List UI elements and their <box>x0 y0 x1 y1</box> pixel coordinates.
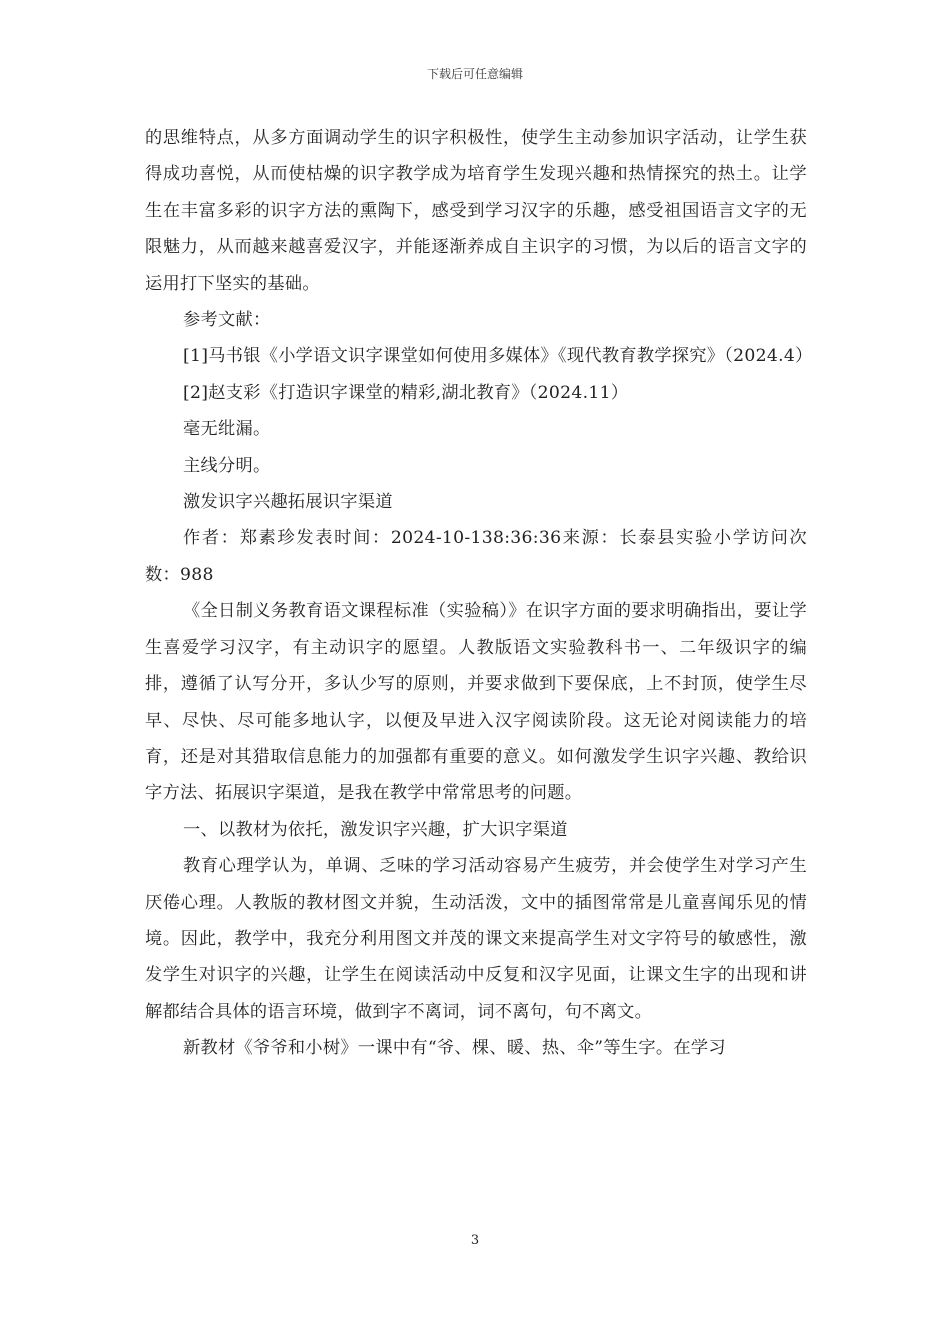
paragraph-section-1: 教育心理学认为，单调、乏味的学习活动容易产生疲劳，并会使学生对学习产生厌倦心理。人教版的教材图文并貌，生动活泼，文中的插图常常是儿童喜闻乐见的情境。因此，教学中，我充分利用图文并茂的课文来提高学生对文字符号的敏感性，激发学生对识字的兴趣，让学生在阅读活动中反复和汉字见面，让课文生字的出现和讲解都结合具体的语言环境，做到字不离词，词不离句，句不离文。 <box>145 856 807 1022</box>
page-header: 下载后可任意编辑 <box>426 67 523 81</box>
reference-1: [1]马书银《小学语文识字课堂如何使用多媒体》《现代教育教学探究》（2024.4） <box>183 346 813 367</box>
document-body <box>145 120 813 1067</box>
references-heading: 参考文献： <box>183 310 271 331</box>
paragraph-short-1: 毫无纰漏。 <box>183 419 271 440</box>
article-title: 激发识字兴趣拓展识字渠道 <box>183 492 393 513</box>
section-heading-1: 一、以教材为依托，激发识字兴趣，扩大识字渠道 <box>183 819 568 840</box>
article-meta: 作者：郑素珍发表时间：2024-10-138:36:36来源：长泰县实验小学访问次数：988 <box>145 528 807 585</box>
reference-2: [2]赵支彩《打造识字课堂的精彩,湖北教育》（2024.11） <box>183 382 629 403</box>
paragraph-intro: 《全日制义务教育语文课程标准（实验稿）》在识字方面的要求明确指出，要让学生喜爱学习汉字，有主动识字的愿望。人教版语文实验教科书一、二年级识字的编排，遵循了认写分开，多认少写的原则，并要求做到下要保底，上不封顶，使学生尽早、尽快、尽可能多地认字，以便及早进入汉字阅读阶段。这无论对阅读能力的培育，还是对其猎取信息能力的加强都有重要的意义。如何激发学生识字兴趣、教给识字方法、拓展识字渠道，是我在教学中常常思考的问题。 <box>145 601 807 804</box>
paragraph-section-1b: 新教材《爷爷和小树》一课中有“爷、棵、暖、热、伞”等生字。在学习 <box>183 1038 726 1059</box>
page-number: 3 <box>470 1233 480 1248</box>
paragraph-short-2: 主线分明。 <box>183 455 271 476</box>
paragraph-1: 的思维特点，从多方面调动学生的识字积极性，使学生主动参加识字活动，让学生获得成功喜悦，从而使枯燥的识字教学成为培育学生发现兴趣和热情探究的热土。让学生在丰富多彩的识字方法的熏陶下，感受到学习汉字的乐趣，感受祖国语言文字的无限魅力，从而越来越喜爱汉字，并能逐渐养成自主识字的习惯，为以后的语言文字的运用打下坚实的基础。 <box>145 128 807 294</box>
